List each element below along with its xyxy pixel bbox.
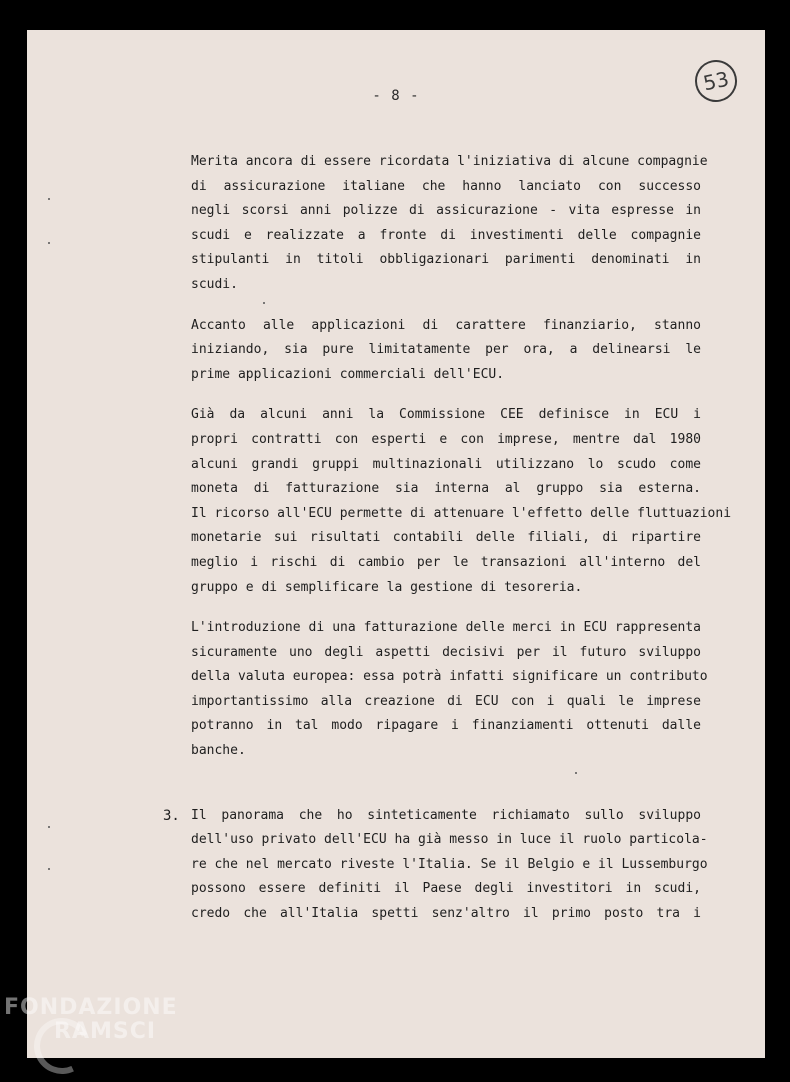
text-line: Accanto alle applicazioni di carattere finanziario, stanno [191,317,701,333]
text-line: L'introduzione di una fatturazione delle merci in ECU rappresenta [191,620,701,636]
text-line: dell'uso privato dell'ECU ha già messo in luce il ruolo particola- [191,832,708,848]
text-line: credo che all'Italia spetti senz'altro il primo posto tra i [191,906,701,922]
section-number: 3. [163,807,180,824]
text-line: Il panorama che ho sinteticamente richiamato sullo sviluppo [191,807,701,823]
text-line: importantissimo alla creazione di ECU con i quali le imprese [191,693,701,709]
text-line: di assicurazione italiane che hanno lanciato con successo [191,178,701,194]
text-line: iniziando, sia pure limitatamente per ora, a delinearsi le [191,342,701,358]
fondazione-gramsci-watermark [4,996,178,1044]
text-line: scudi e realizzate a fronte di investimenti delle compagnie [191,227,701,243]
text-line: della valuta europea: essa potrà infatti significare un contributo [191,669,708,685]
text-line: sicuramente uno degli aspetti decisivi per il futuro sviluppo [191,644,701,660]
text-line: stipulanti in titoli obbligazionari parimenti denominati in [191,252,701,268]
numbered-section-3 [163,804,708,927]
document-page [27,30,765,1058]
paragraph-commercial-applications [191,314,701,388]
text-line: prime applicazioni commerciali dell'ECU. [191,366,505,382]
section-gap [191,780,701,804]
text-line: possono essere definiti il Paese degli investitori in scudi, [191,881,701,897]
text-line: monetarie sui risultati contabili delle filiali, di ripartire [191,530,701,546]
text-line: Già da alcuni anni la Commissione CEE definisce in ECU i [191,407,701,423]
paragraph-ecu-insurance [191,150,708,298]
text-line: moneta di fatturazione sia interna al gruppo sia esterna. [191,481,701,497]
page-number: - 8 - [372,88,420,104]
document-body [163,150,732,943]
text-line: scudi. [191,276,238,292]
watermark-line-1: FONDAZIONE [4,995,178,1020]
text-line: Il ricorso all'ECU permette di attenuare l'effetto delle fluttuazioni [191,505,732,521]
text-line: meglio i rischi di cambio per le transazioni all'interno del [191,554,701,570]
paragraph-invoicing [191,616,708,764]
paragraph-cee-commission [191,403,732,600]
text-line: potranno in tal modo ripagare i finanziamenti ottenuti dalle [191,718,701,734]
text-line: banche. [191,743,246,759]
text-line: propri contratti con esperti e con imprese, mentre dal 1980 [191,431,701,447]
text-line: re che nel mercato riveste l'Italia. Se il Belgio e il Lussemburgo [191,856,708,872]
archive-stamp: 53 [691,56,741,106]
text-line: negli scorsi anni polizze di assicurazione - vita espresse in [191,203,701,219]
watermark-line-2: RAMSCI [54,1019,157,1044]
text-line: gruppo e di semplificare la gestione di tesoreria. [191,579,583,595]
text-line: alcuni grandi gruppi multinazionali utilizzano lo scudo come [191,456,701,472]
text-line: Merita ancora di essere ricordata l'iniziativa di alcune compagnie [191,154,708,169]
